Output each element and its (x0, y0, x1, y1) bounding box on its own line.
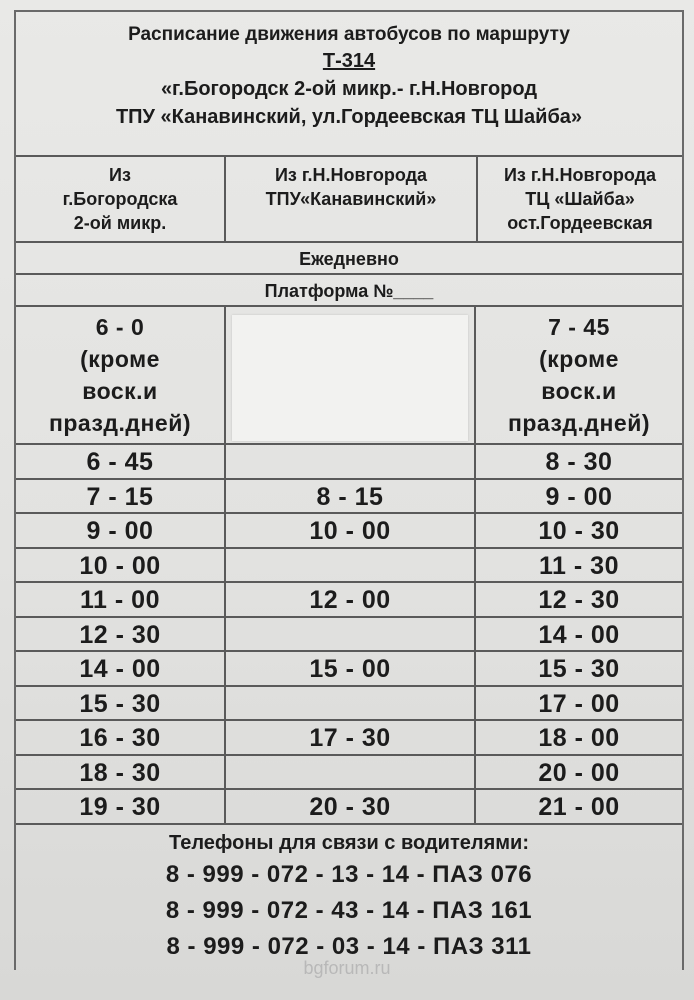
column-header-bogorodsk: Из г.Богородска 2-ой микр. (62, 165, 178, 233)
time-cell: 6 - 45 (16, 445, 224, 480)
time-cell: 20 - 30 (224, 790, 476, 825)
column-header-kanavinsky: Из г.Н.Новгорода ТПУ«Канавинский» (224, 157, 476, 241)
column-headers (16, 157, 682, 243)
first-departure-col1: 6 - 0 (кроме воск.и празд.дней) (16, 307, 224, 445)
time-cell: 19 - 30 (16, 790, 224, 825)
time-cell: 12 - 00 (224, 583, 476, 618)
schedule-sheet (14, 10, 684, 970)
time-cell (224, 756, 476, 791)
time-cell (224, 687, 476, 722)
time-cell: 18 - 00 (476, 721, 682, 756)
time-cell: 18 - 30 (16, 756, 224, 791)
driver-phone: 8 - 999 - 072 - 43 - 14 - ПАЗ 161 (165, 896, 533, 924)
time-cell: 21 - 00 (476, 790, 682, 825)
time-cell (224, 445, 476, 480)
time-cell: 15 - 30 (476, 652, 682, 687)
driver-phone: 8 - 999 - 072 - 13 - 14 - ПАЗ 076 (165, 860, 533, 888)
time-cell: 7 - 15 (16, 480, 224, 515)
route-number: Т-314 (322, 50, 376, 72)
time-cell: 15 - 00 (224, 652, 476, 687)
time-cell (224, 549, 476, 584)
watermark: bgforum.ru (303, 958, 391, 978)
time-cell: 9 - 00 (16, 514, 224, 549)
time-cell: 10 - 00 (224, 514, 476, 549)
daily-label: Ежедневно (16, 243, 682, 275)
time-cell: 12 - 30 (16, 618, 224, 653)
timetable (16, 307, 682, 825)
contacts-title: Телефоны для связи с водителями: (168, 831, 530, 854)
time-cell: 8 - 15 (224, 480, 476, 515)
first-departure-col3: 7 - 45 (кроме воск.и празд.дней) (476, 307, 682, 445)
route-description-line2: ТПУ «Канавинский, ул.Гордеевская ТЦ Шайба» (115, 106, 583, 128)
driver-phone: 8 - 999 - 072 - 03 - 14 - ПАЗ 311 (166, 932, 532, 960)
time-cell: 20 - 00 (476, 756, 682, 791)
first-departure-col2 (224, 307, 476, 445)
time-cell: 16 - 30 (16, 721, 224, 756)
time-cell: 11 - 00 (16, 583, 224, 618)
pasted-blank-note (232, 315, 468, 441)
time-cell: 10 - 30 (476, 514, 682, 549)
platform-label: Платформа №____ (16, 275, 682, 307)
time-cell: 14 - 00 (476, 618, 682, 653)
time-cell: 8 - 30 (476, 445, 682, 480)
time-cell: 17 - 00 (476, 687, 682, 722)
time-cell: 15 - 30 (16, 687, 224, 722)
route-description-line1: «г.Богородск 2-ой микр.- г.Н.Новгород (160, 78, 538, 100)
schedule-title: Расписание движения автобусов по маршруту (128, 24, 570, 45)
column-header-shaiba: Из г.Н.Новгорода ТЦ «Шайба» ост.Гордеевская (476, 157, 682, 241)
time-cell: 12 - 30 (476, 583, 682, 618)
time-cell: 10 - 00 (16, 549, 224, 584)
time-cell: 11 - 30 (476, 549, 682, 584)
driver-contacts (16, 825, 682, 965)
time-cell: 9 - 00 (476, 480, 682, 515)
schedule-header (16, 12, 682, 157)
time-cell: 14 - 00 (16, 652, 224, 687)
time-cell: 17 - 30 (224, 721, 476, 756)
time-cell (224, 618, 476, 653)
